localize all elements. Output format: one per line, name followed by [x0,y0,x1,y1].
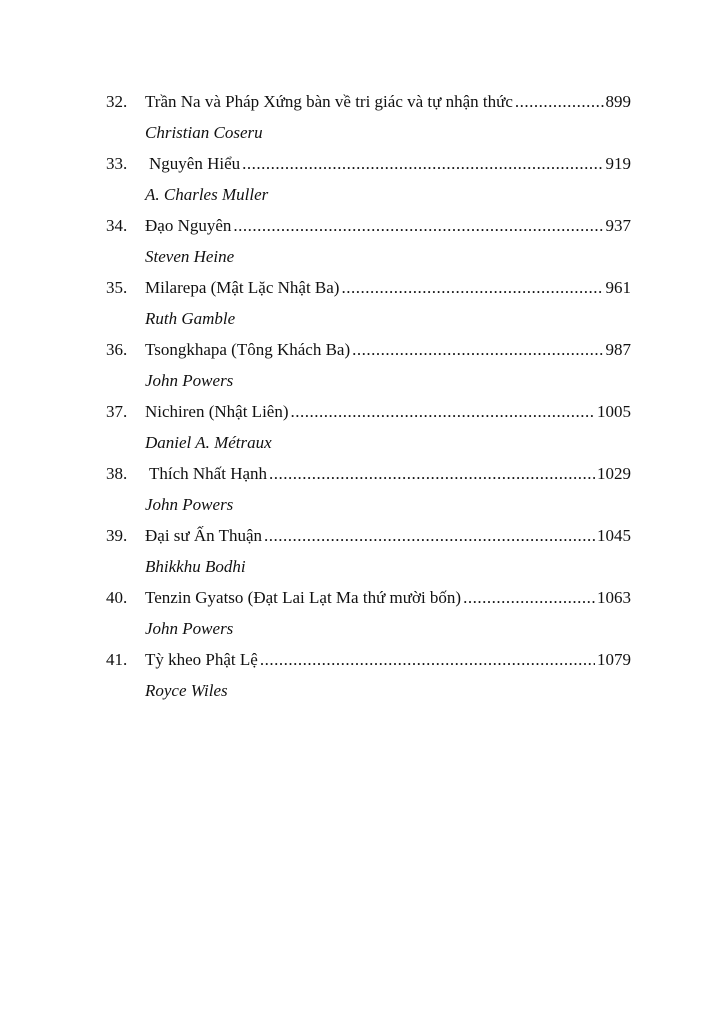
toc-entry-line [106,582,631,613]
toc-entry-line [106,520,631,551]
entry-title: Tsongkhapa (Tông Khách Ba) [145,340,351,359]
entry-author: A. Charles Muller [145,185,269,204]
dot-leader [260,644,595,675]
dot-leader [341,272,603,303]
entry-author: Christian Coseru [145,123,263,142]
dot-leader [291,396,596,427]
entry-author: Steven Heine [145,247,235,266]
entry-title: Thích Nhất Hạnh [149,464,268,483]
entry-title: Đạo Nguyên [145,216,232,235]
entry-author: Bhikkhu Bodhi [145,557,246,576]
dot-leader [269,458,595,489]
toc-entry-line [106,396,631,427]
toc-entry-line [106,272,631,303]
entry-title: Tenzin Gyatso (Đạt Lai Lạt Ma thứ mười bốn) [145,588,462,607]
entry-page-number: 961 [605,278,631,297]
dot-leader [242,148,603,179]
toc-entry-37 [106,396,631,458]
toc-entry-35 [106,272,631,334]
entry-page-number: 987 [605,340,631,359]
entry-author: Daniel A. Métraux [145,433,272,452]
entry-title: Tỳ kheo Phật Lệ [145,650,258,669]
entry-number: 41. [106,650,128,669]
entry-page-number: 899 [605,92,631,111]
table-of-contents [106,86,631,706]
entry-number: 33. [106,154,128,173]
toc-entry-32 [106,86,631,148]
toc-entry-line [106,644,631,675]
entry-title: Nichiren (Nhật Liên) [145,402,289,421]
toc-entry-line [106,458,631,489]
entry-author: Ruth Gamble [145,309,236,328]
toc-entry-line [106,86,631,117]
entry-number: 36. [106,340,128,359]
entry-page-number: 1029 [597,464,631,483]
toc-entry-41 [106,644,631,706]
toc-entry-line [106,334,631,365]
entry-title: Trần Na và Pháp Xứng bàn về tri giác và tự nhận thức [145,92,513,111]
toc-entry-38 [106,458,631,520]
toc-entry-36 [106,334,631,396]
dot-leader [463,582,595,613]
entry-number: 34. [106,216,128,235]
entry-number: 37. [106,402,128,421]
toc-entry-34 [106,210,631,272]
toc-entry-33 [106,148,631,210]
toc-entry-39 [106,520,631,582]
entry-author: John Powers [145,619,234,638]
entry-number: 38. [106,464,128,483]
entry-author: John Powers [145,495,234,514]
entry-page-number: 919 [605,154,631,173]
toc-entry-line [106,148,631,179]
entry-title: Milarepa (Mật Lặc Nhật Ba) [145,278,340,297]
dot-leader [352,334,603,365]
entry-title: Nguyên Hiểu [149,154,241,173]
entry-page-number: 937 [605,216,631,235]
entry-number: 39. [106,526,128,545]
entry-page-number: 1079 [597,650,631,669]
entry-page-number: 1063 [597,588,631,607]
entry-page-number: 1045 [597,526,631,545]
entry-number: 32. [106,92,128,111]
dot-leader [515,86,604,117]
toc-entry-40 [106,582,631,644]
entry-page-number: 1005 [597,402,631,421]
entry-author: John Powers [145,371,234,390]
entry-number: 40. [106,588,128,607]
dot-leader [233,210,603,241]
entry-number: 35. [106,278,128,297]
entry-title: Đại sư Ấn Thuận [145,526,263,545]
dot-leader [264,520,595,551]
toc-entry-line [106,210,631,241]
entry-author: Royce Wiles [145,681,228,700]
